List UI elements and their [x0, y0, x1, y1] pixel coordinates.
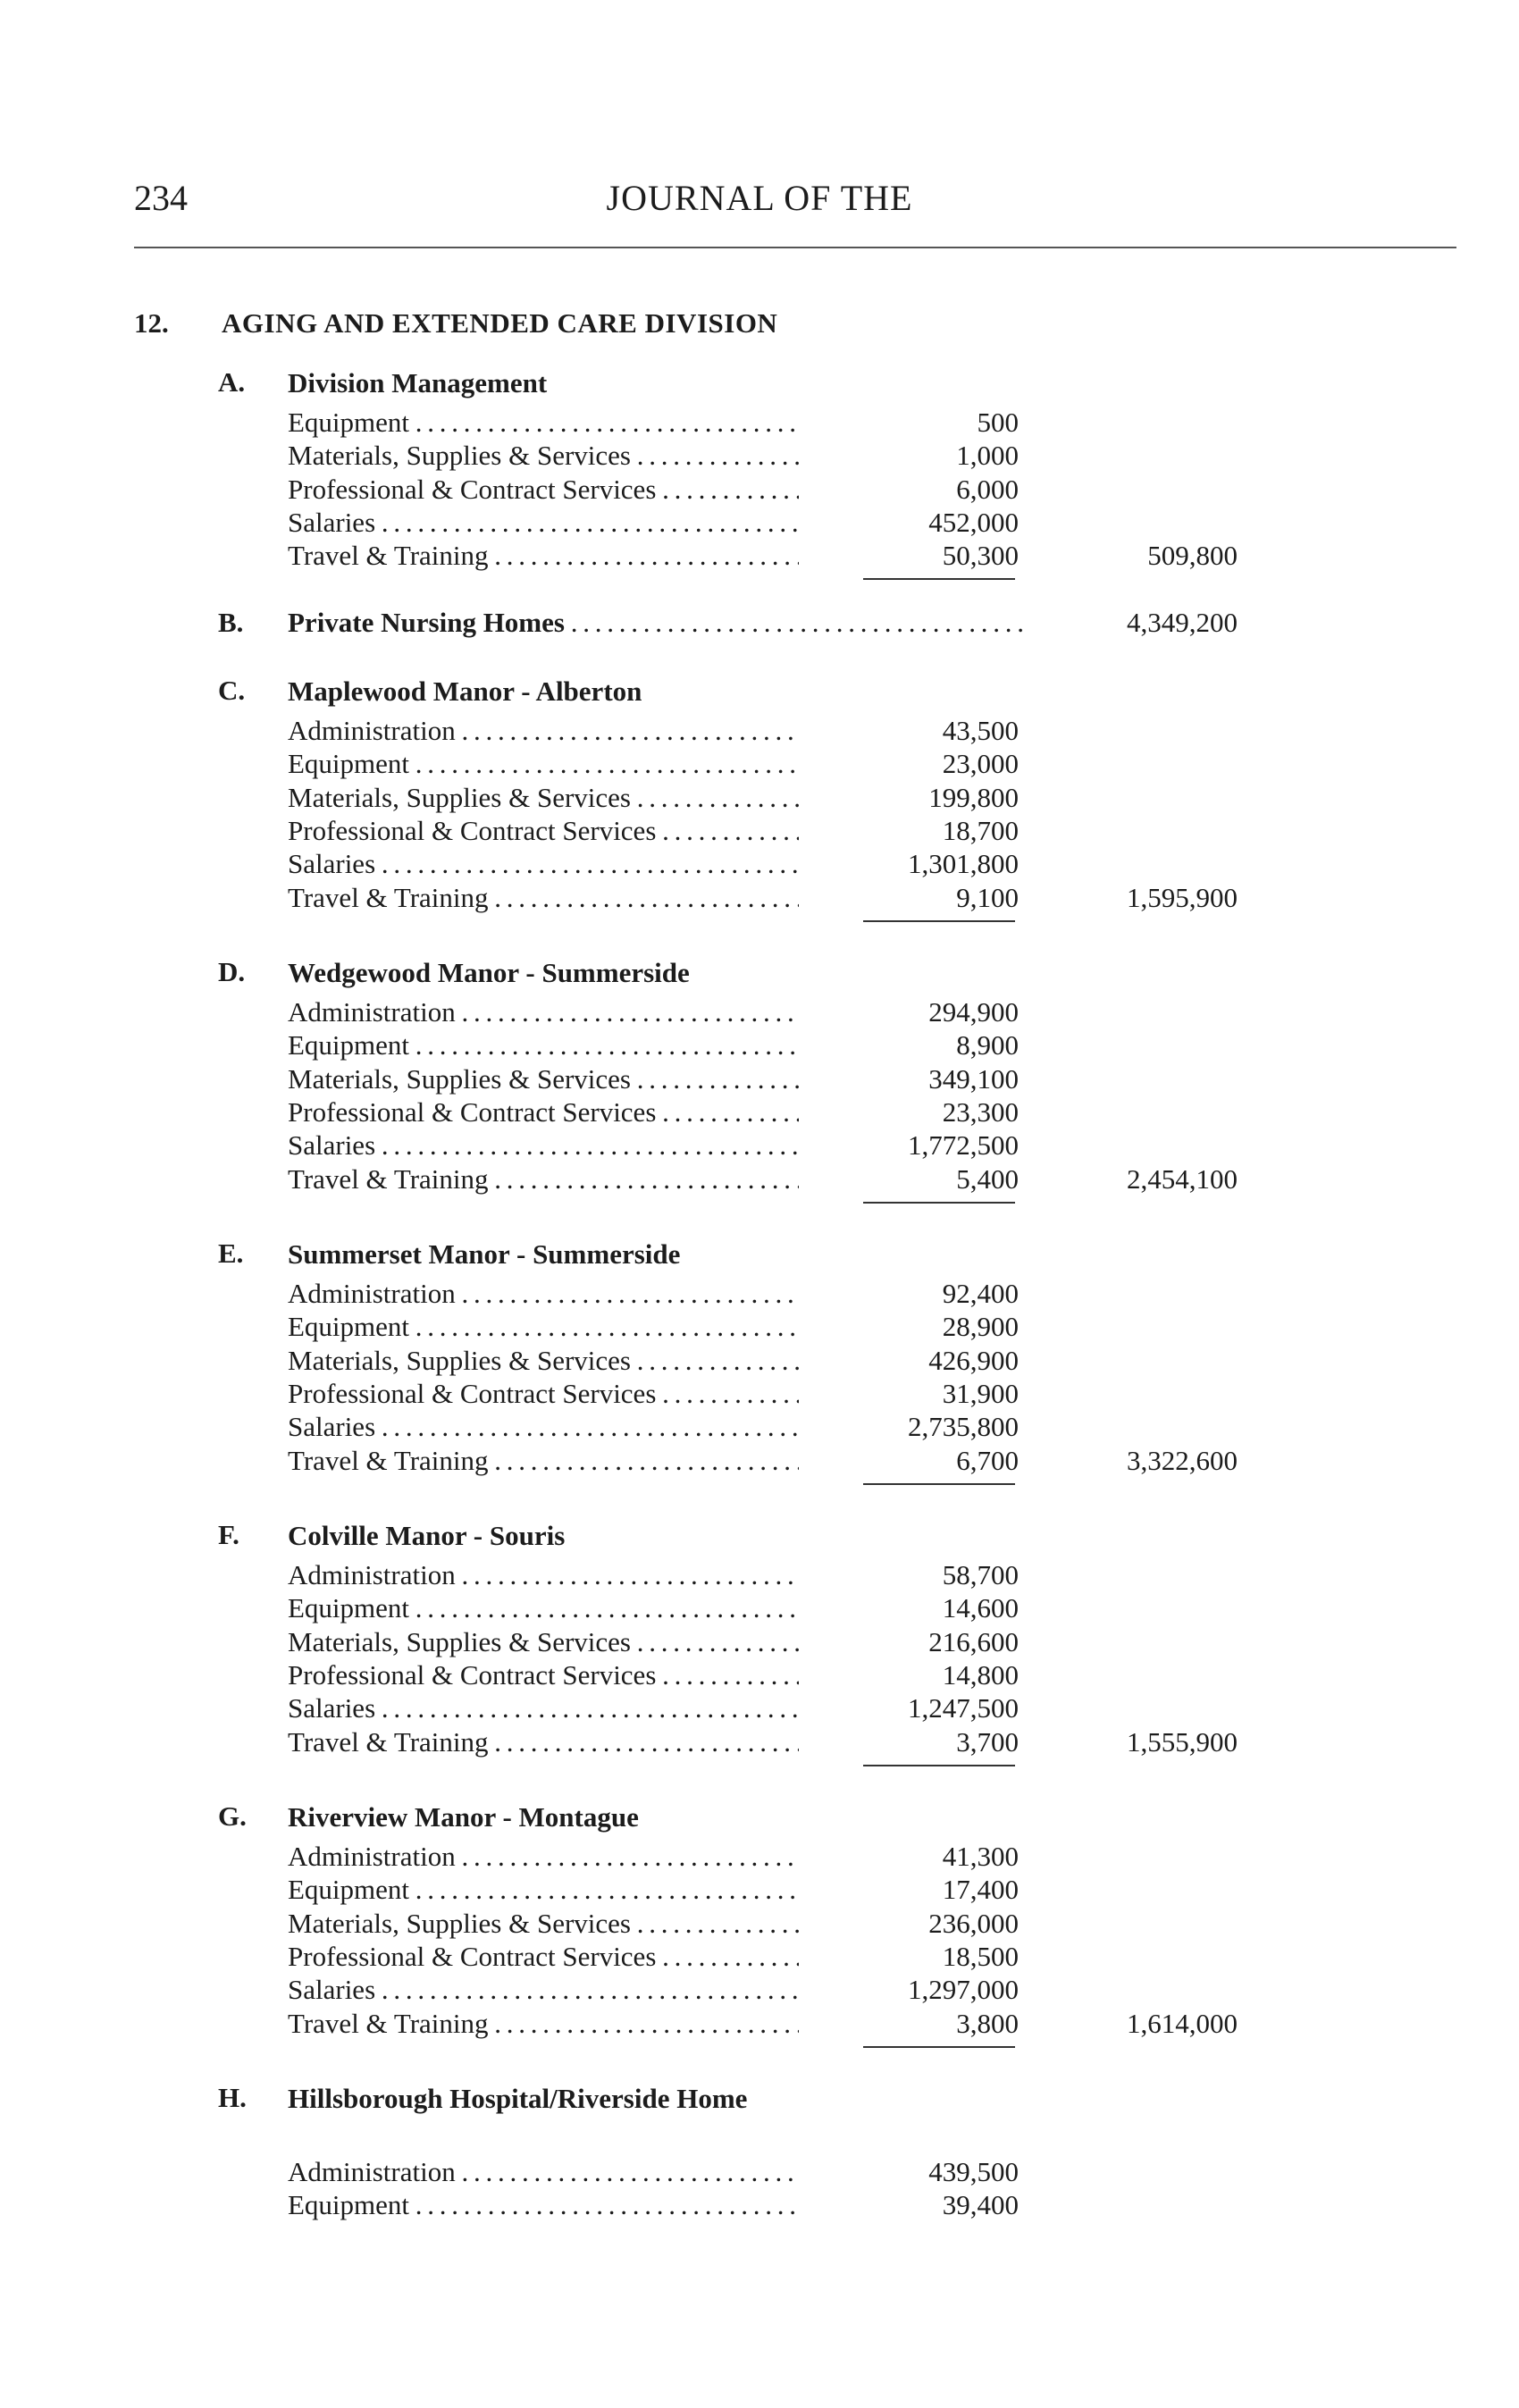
- line-item-amount: 439,500: [928, 2156, 1019, 2187]
- line-item-label: Materials, Supplies & Services . . .: [288, 1625, 799, 1659]
- section-total: 1,614,000: [1127, 2007, 1238, 2039]
- line-item-amount: 2,735,800: [908, 1411, 1019, 1443]
- line-item-label: Administration . . .: [288, 714, 799, 748]
- line-item: [0, 406, 1519, 440]
- section-letter: F.: [218, 1519, 239, 1550]
- section-letter: G.: [218, 1800, 247, 1832]
- line-item-label: Materials, Supplies & Services . . .: [288, 1907, 799, 1941]
- line-item-amount: 39,400: [942, 2189, 1019, 2221]
- header-rule: [134, 247, 1456, 248]
- line-item: [0, 1725, 1519, 1759]
- line-item-amount: 6,000: [956, 473, 1019, 505]
- line-item-amount: 23,000: [942, 748, 1019, 780]
- section-title: Summerset Manor - Summerside: [288, 1238, 681, 1270]
- line-item: [0, 1377, 1519, 1411]
- line-item-amount: 236,000: [928, 1907, 1019, 1939]
- line-item-amount: 1,000: [956, 440, 1019, 472]
- section-letter: E.: [218, 1238, 244, 1269]
- line-item-label: Salaries . . .: [288, 1410, 799, 1444]
- line-item: [0, 2188, 1519, 2222]
- line-item: [0, 2007, 1519, 2041]
- line-item: [0, 1691, 1519, 1725]
- section-total: 3,322,600: [1127, 1444, 1238, 1476]
- line-item-amount: 28,900: [942, 1311, 1019, 1343]
- line-item-amount: 216,600: [928, 1625, 1019, 1657]
- line-item-label: Equipment . . .: [288, 1028, 799, 1062]
- line-item-label: Professional & Contract Services . . .: [288, 1940, 799, 1974]
- line-item: [0, 1128, 1519, 1162]
- section-letter: C.: [218, 675, 246, 706]
- line-item: [0, 1873, 1519, 1907]
- line-item: [0, 747, 1519, 781]
- subtotal-rule: [863, 920, 1015, 922]
- line-item-label: Salaries . . .: [288, 1973, 799, 2007]
- line-item-amount: 14,600: [942, 1592, 1019, 1624]
- line-item: [0, 847, 1519, 881]
- section-total: 4,349,200: [1127, 607, 1238, 638]
- line-item: [0, 1591, 1519, 1625]
- line-item: [0, 539, 1519, 573]
- line-item-label: Travel & Training . . .: [288, 539, 799, 573]
- section-total: 509,800: [1147, 540, 1238, 572]
- line-item-label: Professional & Contract Services . . .: [288, 473, 799, 507]
- line-item: [0, 439, 1519, 473]
- section-title: Hillsborough Hospital/Riverside Home: [288, 2083, 748, 2114]
- line-item-label: Salaries . . .: [288, 506, 799, 540]
- subtotal-rule: [863, 1483, 1015, 1485]
- section-letter: H.: [218, 2082, 247, 2113]
- line-item-amount: 23,300: [942, 1095, 1019, 1128]
- section-total: 1,595,900: [1127, 881, 1238, 913]
- subtotal-rule: [863, 578, 1015, 580]
- line-item-label: Administration . . .: [288, 995, 799, 1029]
- line-item-label: Administration . . .: [288, 1558, 799, 1592]
- line-item-amount: 199,800: [928, 781, 1019, 813]
- line-item-label: Salaries . . .: [288, 847, 799, 881]
- line-item-amount: 1,301,800: [908, 848, 1019, 880]
- line-item: [0, 781, 1519, 815]
- line-item-label: Travel & Training . . .: [288, 1162, 799, 1196]
- line-item-label: Professional & Contract Services . . .: [288, 1095, 799, 1129]
- line-item-amount: 452,000: [928, 506, 1019, 538]
- line-item-label: Administration . . .: [288, 1277, 799, 1311]
- line-item: [0, 814, 1519, 848]
- page-number: 234: [134, 178, 188, 218]
- running-title: JOURNAL OF THE: [606, 178, 913, 218]
- section-inline-row: [0, 606, 1519, 640]
- line-item-label: Professional & Contract Services . . .: [288, 1658, 799, 1692]
- line-item-amount: 18,500: [942, 1940, 1019, 1972]
- line-item-amount: 294,900: [928, 996, 1019, 1028]
- line-item-amount: 18,700: [942, 814, 1019, 846]
- line-item-label: Travel & Training . . .: [288, 881, 799, 915]
- line-item-label: Equipment . . .: [288, 2188, 799, 2222]
- line-item-amount: 92,400: [942, 1278, 1019, 1309]
- section-title: Private Nursing Homes . . .: [288, 606, 1029, 640]
- line-item: [0, 1310, 1519, 1344]
- line-item-amount: 17,400: [942, 1874, 1019, 1906]
- line-item-amount: 426,900: [928, 1344, 1019, 1376]
- line-item-amount: 14,800: [942, 1658, 1019, 1691]
- section-letter: A.: [218, 366, 246, 398]
- line-item-label: Equipment . . .: [288, 747, 799, 781]
- line-item-amount: 9,100: [956, 881, 1019, 913]
- line-item-label: Equipment . . .: [288, 406, 799, 440]
- division-number: 12.: [134, 307, 169, 339]
- line-item: [0, 1973, 1519, 2007]
- line-item-amount: 3,700: [956, 1725, 1019, 1758]
- line-item-label: Travel & Training . . .: [288, 2007, 799, 2041]
- line-item: [0, 1625, 1519, 1659]
- line-item: [0, 1028, 1519, 1062]
- section-letter: B.: [218, 607, 244, 638]
- line-item: [0, 1940, 1519, 1974]
- line-item-label: Equipment . . .: [288, 1310, 799, 1344]
- section-title: Wedgewood Manor - Summerside: [288, 957, 690, 988]
- line-item: [0, 2155, 1519, 2189]
- line-item-label: Equipment . . .: [288, 1591, 799, 1625]
- subtotal-rule: [863, 1202, 1015, 1204]
- line-item-label: Administration . . .: [288, 1840, 799, 1874]
- line-item: [0, 714, 1519, 748]
- line-item: [0, 1907, 1519, 1941]
- section-title: Maplewood Manor - Alberton: [288, 675, 642, 707]
- line-item: [0, 1558, 1519, 1592]
- line-item-amount: 349,100: [928, 1062, 1019, 1095]
- line-item: [0, 473, 1519, 507]
- line-item-amount: 1,772,500: [908, 1129, 1019, 1162]
- line-item-label: Professional & Contract Services . . .: [288, 1377, 799, 1411]
- line-item-label: Salaries . . .: [288, 1691, 799, 1725]
- line-item: [0, 1658, 1519, 1692]
- line-item-amount: 1,297,000: [908, 1974, 1019, 2006]
- subtotal-rule: [863, 2046, 1015, 2048]
- line-item-label: Professional & Contract Services . . .: [288, 814, 799, 848]
- line-item: [0, 1095, 1519, 1129]
- line-item-amount: 8,900: [956, 1029, 1019, 1061]
- section-total: 2,454,100: [1127, 1162, 1238, 1195]
- line-item-amount: 6,700: [956, 1444, 1019, 1476]
- line-item-label: Travel & Training . . .: [288, 1725, 799, 1759]
- line-item-amount: 3,800: [956, 2007, 1019, 2039]
- line-item-amount: 43,500: [942, 715, 1019, 746]
- line-item: [0, 1410, 1519, 1444]
- line-item: [0, 881, 1519, 915]
- section-total: 1,555,900: [1127, 1725, 1238, 1758]
- line-item-label: Administration . . .: [288, 2155, 799, 2189]
- line-item: [0, 1162, 1519, 1196]
- line-item-label: Materials, Supplies & Services . . .: [288, 1344, 799, 1378]
- subtotal-rule: [863, 1765, 1015, 1766]
- line-item-label: Equipment . . .: [288, 1873, 799, 1907]
- line-item-amount: 500: [977, 407, 1019, 438]
- line-item-label: Materials, Supplies & Services . . .: [288, 781, 799, 815]
- line-item-amount: 58,700: [942, 1559, 1019, 1590]
- line-item: [0, 1062, 1519, 1096]
- line-item: [0, 1840, 1519, 1874]
- line-item-amount: 41,300: [942, 1841, 1019, 1872]
- line-item: [0, 995, 1519, 1029]
- division-title: AGING AND EXTENDED CARE DIVISION: [222, 307, 778, 339]
- line-item-amount: 31,900: [942, 1377, 1019, 1409]
- line-item: [0, 1277, 1519, 1311]
- section-title: Division Management: [288, 367, 548, 399]
- line-item: [0, 506, 1519, 540]
- line-item: [0, 1444, 1519, 1478]
- line-item: [0, 1344, 1519, 1378]
- line-item-label: Materials, Supplies & Services . . .: [288, 439, 799, 473]
- line-item-amount: 1,247,500: [908, 1692, 1019, 1724]
- line-item-label: Salaries . . .: [288, 1128, 799, 1162]
- line-item-amount: 50,300: [942, 540, 1019, 572]
- section-letter: D.: [218, 956, 246, 987]
- line-item-label: Travel & Training . . .: [288, 1444, 799, 1478]
- section-title: Colville Manor - Souris: [288, 1520, 566, 1551]
- line-item-amount: 5,400: [956, 1162, 1019, 1195]
- line-item-label: Materials, Supplies & Services . . .: [288, 1062, 799, 1096]
- section-title: Riverview Manor - Montague: [288, 1801, 639, 1833]
